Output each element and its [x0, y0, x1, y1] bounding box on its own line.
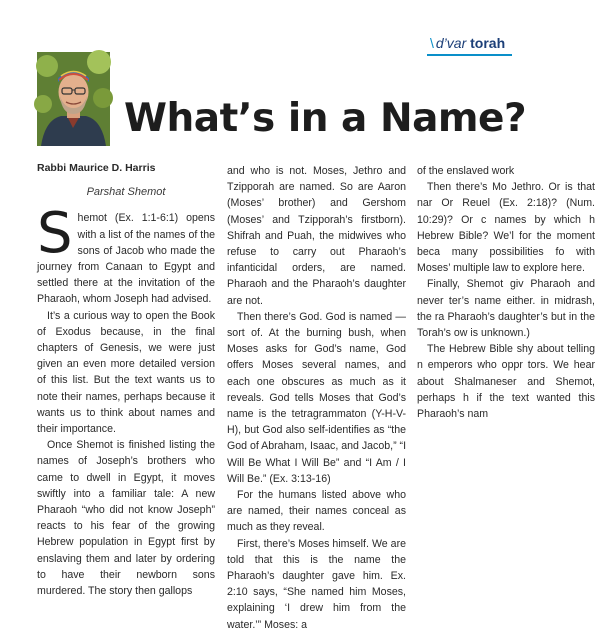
author-portrait-icon — [37, 52, 110, 146]
paragraph — [37, 201, 215, 307]
paragraph: Once Shemot is finished listing the names of Joseph’s brothers who came to dwell in Egypt, it moves swiftly into a familiar tale: A new Pharaoh “who did not know Joseph” reacts to his fear of the growing Hebrew population in Egypt first by enslaving them and later by ordering to have their newborn sons murdered. The story then gallops — [37, 439, 215, 598]
paragraph: First, there’s Moses himself. We are told that this is the name the Pharaoh’s daughter gave him. Ex. 2:10 says, “She named him Moses, explaining ‘I drew him from the water.’” Moses: a — [227, 537, 406, 631]
paragraph-text: hemot (Ex. 1:1-6:1) opens with a list of the names of the sons of Jacob who made the journey from Canaan to Egypt and settled there at the invitation of the Pharaoh, whom Joseph had advised. — [37, 212, 215, 306]
headline: What’s in a Name? — [124, 96, 527, 141]
author-byline: Rabbi Maurice D. Harris — [37, 162, 156, 174]
drop-cap: S — [37, 201, 73, 267]
paragraph: It’s a curious way to open the Book of Exodus because, in the final chapters of Genesis, we were just given an even more detailed version of this list. But the text wants us to note their names, perhaps because it wants us to think about names and their importance. — [37, 309, 215, 436]
paragraph: Finally, Shemot giv Pharaoh and never ter’s name either. in midrash, the ra Pharaoh’s daughter’s but in the Torah’s ow is unknown.) — [417, 278, 595, 340]
parsha-label: Parshat Shemot — [86, 186, 166, 199]
slash-mark: \ — [430, 35, 434, 51]
section-name: torah — [470, 35, 506, 51]
section-tag — [430, 35, 505, 51]
paragraph: of the enslaved work — [417, 165, 515, 177]
article-column-3 — [417, 163, 595, 422]
section-rule — [427, 54, 512, 56]
article-column-1 — [37, 160, 215, 599]
paragraph: Then there’s Mo Jethro. Or is that nar Or Reuel (Ex. 2:18)? (Num. 10:29)? Or c names by which h Hebrew Bible? We’l for the moment beca many possibilities fo with Moses’ multiple law to explore here. — [417, 181, 595, 275]
paragraph: Then there’s God. God is named — sort of. At the burning bush, when Moses asks for God’s name, God offers Moses several names, and each one obscures as much as it reveals. God tells Moses that God’s name is the tetragrammaton (Y-H-V-H), but God also self-identifies as “the God of Abraham, Isaac, and Jacob,” “I Will Be What I Will Be” and “I Am / I Will Be.” (Ex. 3:13-16) — [227, 310, 407, 485]
paragraph: and who is not. Moses, Jethro and Tzipporah are named. So are Aaron (Moses’ brother) and Gershom (Moses’ and Tzipporah’s firstborn). Shifrah and Puah, the midwives who refuse to carry out Pharaoh’s infanticidal orders, are named. Pharaoh and the Pharaoh’s daughter are not. — [227, 165, 406, 307]
article-column-2 — [227, 163, 406, 633]
paragraph: For the humans listed above who are named, their names conceal as much as they reveal. — [227, 489, 406, 534]
paragraph: The Hebrew Bible shy about telling n emperors who oppr tors. We hear about Shalmaneser and Shemot, perhaps h if the text wanted this Pharaoh’s nam — [417, 343, 595, 421]
section-prefix: d’var — [435, 35, 467, 51]
author-photo — [37, 52, 110, 146]
